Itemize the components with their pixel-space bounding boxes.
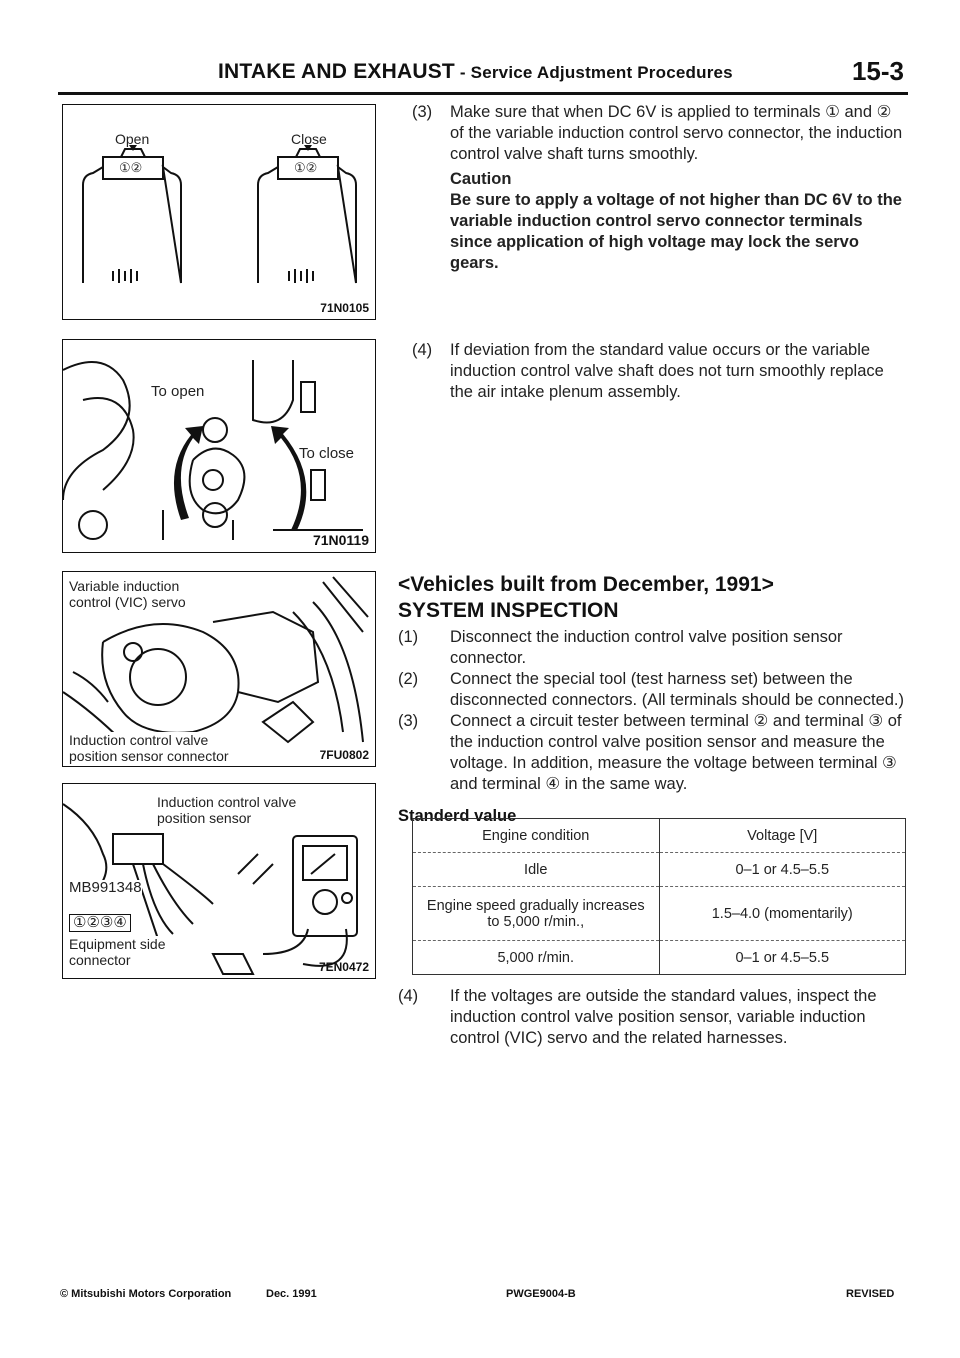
step-number: (4) (398, 987, 419, 1005)
label-sensor-connector: Induction control valve position sensor connector (69, 732, 229, 764)
label-close: Close (291, 131, 327, 147)
label-to-close: To close (299, 445, 355, 462)
step-text: Disconnect the induction control valve position sensor connector. (450, 628, 843, 667)
connector-illustration (63, 105, 375, 319)
step-number: (3) (412, 103, 433, 121)
standard-value-table (412, 818, 906, 975)
figure-code: 71N0105 (320, 301, 369, 315)
label-equipment-connector: Equipment side connector (69, 936, 166, 968)
footer-date: Dec. 1991 (266, 1288, 317, 1300)
table-row (413, 941, 906, 975)
figure-code: 71N0119 (312, 532, 369, 548)
footer-status: REVISED (846, 1288, 895, 1300)
connector-terminals-open: ①② (119, 160, 143, 175)
inspection-step-3 (398, 711, 906, 795)
section-vehicles-heading: <Vehicles built from December, 1991> (398, 573, 774, 596)
step-text: Connect the special tool (test harness set) between the disconnected connectors. (All terminals should be connected.) (450, 670, 904, 709)
page-title-main: INTAKE AND EXHAUST (218, 60, 455, 83)
header-engine-condition: Engine condition (413, 819, 660, 853)
step-text: If the voltages are outside the standard values, inspect the induction control valve position sensor, variable induction control (VIC) servo and the related harnesses. (450, 987, 877, 1047)
inspection-step-2 (398, 669, 906, 711)
header-rule (58, 92, 908, 95)
section-title: SYSTEM INSPECTION (398, 599, 619, 622)
step-text: Connect a circuit tester between terminal ② and terminal ③ of the induction control valve position sensor and measure the voltage. In addition, measure the voltage between terminal ③ and terminal ④ in the same way. (450, 712, 902, 793)
figure-code: 7FU0802 (319, 748, 369, 762)
figure-vic-servo-location (62, 571, 376, 767)
step-number: (4) (412, 341, 433, 359)
inspection-step-1 (398, 627, 906, 669)
step-3-top (412, 102, 906, 165)
label-to-open: To open (151, 383, 205, 400)
caution-text: Be sure to apply a voltage of not higher than DC 6V to the variable induction control servo connector terminals since application of high voltage may lock the servo gears. (450, 191, 902, 272)
cell-condition: 5,000 r/min. (413, 941, 660, 975)
cell-condition: Engine speed gradually increases to 5,000 r/min., (413, 887, 660, 941)
figure-tester-connection (62, 783, 376, 979)
cell-voltage: 0–1 or 4.5–5.5 (659, 941, 906, 975)
step-text: If deviation from the standard value occurs or the variable induction control valve shaft does not turn smoothly replace the air intake plenum assembly. (450, 341, 884, 401)
step-text: Make sure that when DC 6V is applied to terminals ① and ② of the variable induction control servo connector, the induction control valve shaft turns smoothly. (450, 103, 903, 163)
page-title-sub: - Service Adjustment Procedures (454, 63, 733, 82)
figure-connector-open-close (62, 104, 376, 320)
standard-value-label: Standerd value (398, 807, 517, 825)
label-open: Open (115, 131, 150, 147)
step-number: (3) (398, 712, 419, 730)
connector-terminal-pins: ①②③④ (69, 914, 131, 932)
step-number: (1) (398, 628, 419, 646)
connector-terminals-close: ①② (294, 160, 318, 175)
inspection-step-4 (398, 986, 906, 1049)
label-position-sensor: Induction control valve position sensor (157, 794, 297, 826)
label-special-tool: MB991348 (69, 879, 142, 896)
footer-copyright: © Mitsubishi Motors Corporation (60, 1288, 232, 1300)
label-vic-servo: Variable induction control (VIC) servo (69, 578, 186, 610)
caution-title: Caution (450, 170, 512, 188)
cell-condition: Idle (413, 853, 660, 887)
page-number: 15-3 (851, 56, 904, 86)
header-voltage: Voltage [V] (659, 819, 906, 853)
table-header-row (413, 819, 906, 853)
page-title (218, 60, 733, 84)
footer-doc-code: PWGE9004-B (506, 1288, 576, 1300)
cell-voltage: 0–1 or 4.5–5.5 (659, 853, 906, 887)
step-number: (2) (398, 670, 419, 688)
cell-voltage: 1.5–4.0 (momentarily) (659, 887, 906, 941)
figure-valve-shaft-rotation (62, 339, 376, 553)
step-4-top (412, 340, 906, 403)
figure-code: 7EN0472 (318, 960, 369, 974)
table-row (413, 887, 906, 941)
table-row (413, 853, 906, 887)
